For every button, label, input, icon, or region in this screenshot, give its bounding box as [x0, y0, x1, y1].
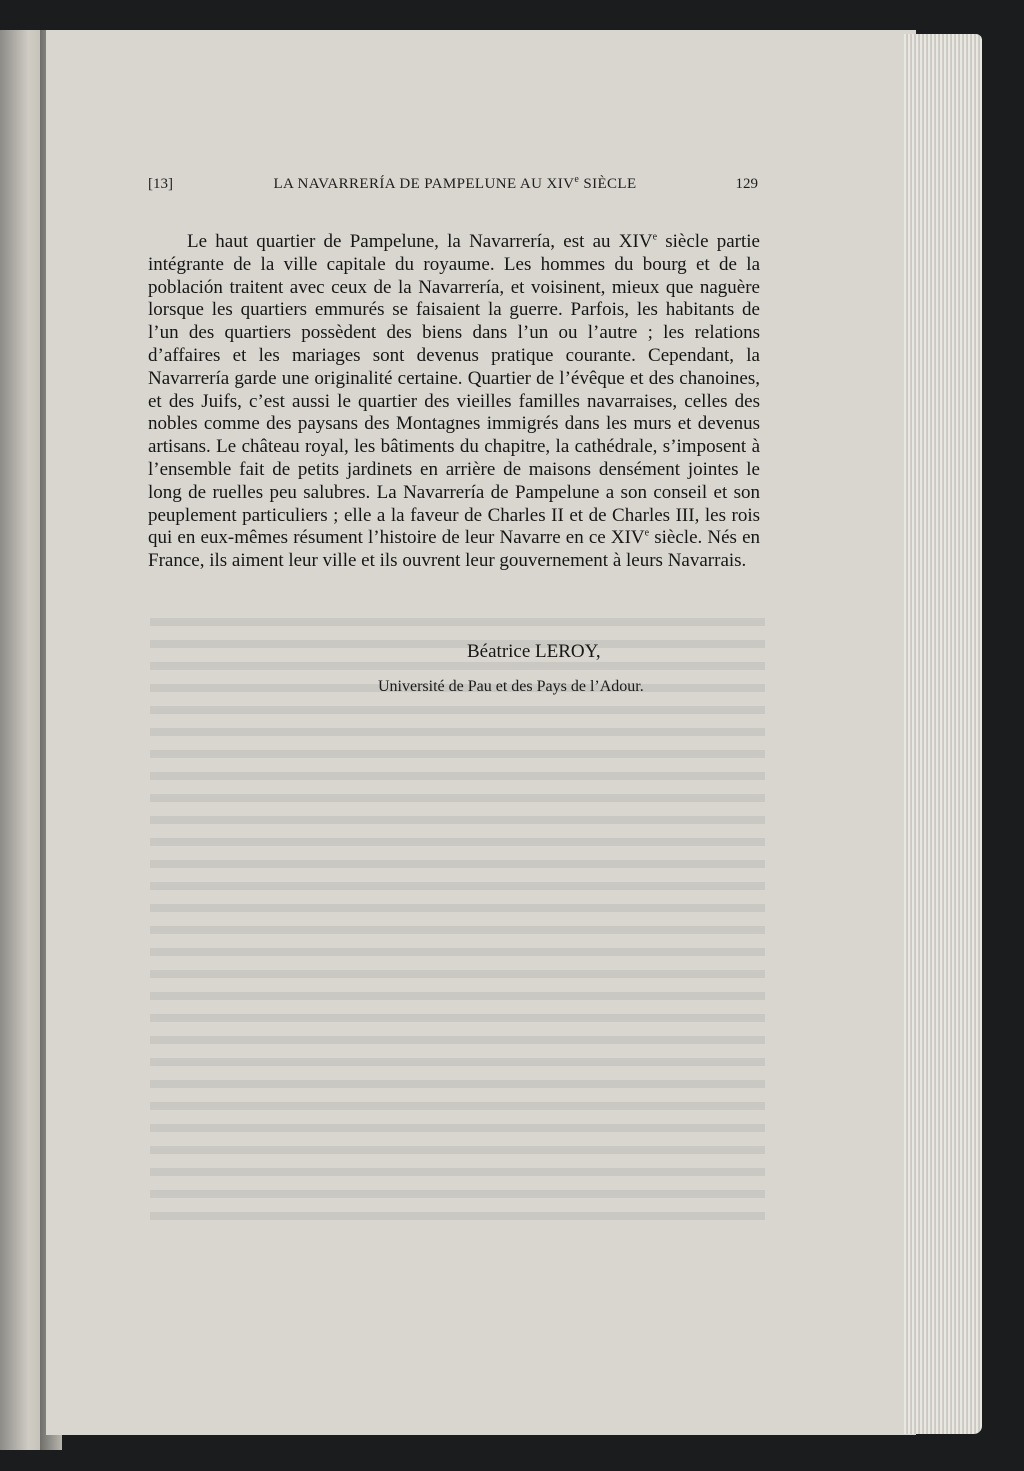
paragraph-text-1: Le haut quartier de Pampelune, la Navarrería, est au XIV	[187, 231, 653, 252]
paragraph-text-3: siècle. Nés en France, ils aiment leur ville et ils ouvrent leur gouvernement à leurs Navarrais.	[148, 527, 761, 572]
section-number: [13]	[148, 176, 173, 192]
running-title-suffix: SIÈCLE	[579, 176, 637, 192]
running-title	[148, 176, 762, 193]
paragraph-sup-2: e	[644, 528, 650, 540]
paragraph-sup-1: e	[652, 231, 658, 243]
page-number: 129	[735, 176, 758, 192]
page-stack-edges	[904, 34, 982, 1434]
paragraph-text-2: siècle partie intégrante de la ville capitale du royaume. Les hommes du bourg et de la población traitent avec ceux de la Navarrería, et voisinent, mieux que naguère lorsque les quartiers emmurés se faisaient la guerre. Parfois, les habitants de l’un des quartiers possèdent des biens dans l’un ou l’autre ; les relations d’affaires et les mariages sont devenus pratique courante. Cependant, la Navarrería garde une originalité certaine. Quartier de l’évêque et des chanoines, et des Juifs, c’est aussi le quartier des vieilles familles navarraises, celles des nobles comme des paysans des Montagnes immigrés dans les murs et devenus artisans. Le château royal, les bâtiments du chapitre, la cathédrale, s’imposent à l’ensemble fait de petits jardinets en arrière de maisons densément jointes le long de ruelles peu salubres. La Navarrería de Pampelune a son conseil et son peuplement particuliers ; elle a la faveur de Charles II et de Charles III, les rois qui en eux-mêmes résument l’histoire de leur Navarre en ce XIV	[148, 231, 760, 549]
running-title-sup: e	[574, 174, 580, 185]
body-paragraph	[148, 231, 760, 573]
running-title-text: LA NAVARRERÍA DE PAMPELUNE AU XIV	[273, 176, 575, 192]
running-header	[148, 176, 762, 200]
author-name: Béatrice LEROY,	[467, 641, 601, 662]
show-through-text	[150, 610, 765, 1230]
author-affiliation: Université de Pau et des Pays de l’Adour.	[378, 678, 644, 695]
